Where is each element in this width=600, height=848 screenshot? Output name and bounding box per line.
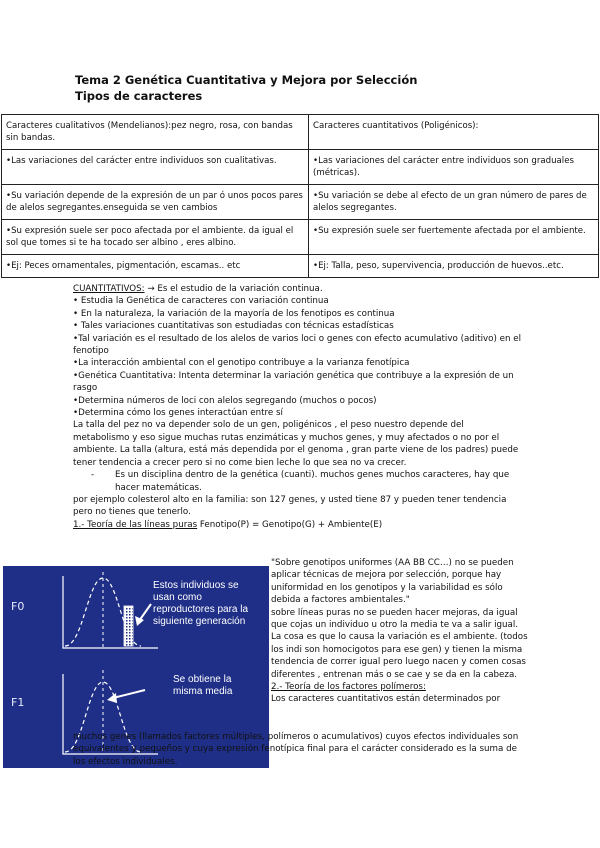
mean-arrow-head-icon (107, 693, 117, 703)
f0-axes (63, 576, 158, 648)
table-row (2, 185, 599, 220)
table-row (2, 220, 599, 255)
figure-bottom-line: misma media (173, 686, 233, 697)
selected-individuals-bar (124, 606, 133, 646)
bullet-item: • En la naturaleza, la variación de la mayoría de los fenotipos es continua (73, 308, 395, 319)
bullet-item: •Determina cómo los genes interactúan entre sí (73, 408, 283, 419)
document-title (75, 72, 417, 104)
dash-text: Es un disciplina dentro de la genética (cuanti). muchos genes muchos caracteres, hay que hacer matemáticas. (115, 470, 510, 493)
cuantitativos-line (73, 283, 523, 295)
table-row (2, 150, 599, 185)
table-cell: •Su variación se debe al efecto de un gran número de pares de alelos segregantes. (309, 185, 599, 220)
table-cell: •Ej: Talla, peso, supervivencia, producción de huevos..etc. (309, 255, 599, 278)
mean-arrow-icon (113, 690, 145, 698)
table-row (2, 115, 599, 150)
section-1-line (73, 519, 523, 531)
explanation-paragraph: sobre líneas puras no se pueden hacer mejoras, da igual que cojas un individuo u otro la media te va a salir igual. La cosa es que lo causa la variación es el ambiente. (todos los indi son homocigotos para ese gen) y tienen la misma tendencia de correr igual pero luego nacen y comen cosas diferentes , entrenan más o se cae y se da en la cabeza. (271, 607, 528, 680)
closing-paragraph-block (73, 731, 523, 768)
arrow-icon (139, 604, 151, 621)
section-2-start: Los caracteres cuantitativos están determinados por (271, 694, 501, 705)
figure-top-line: usan como (153, 592, 202, 603)
table-cell: •Las variaciones del carácter entre individuos son graduales (métricas). (309, 150, 599, 185)
figure-top-line: reproductores para la (153, 604, 249, 615)
section-2-title: 2.- Teoría de los factores polímeros: (271, 682, 426, 693)
section-1-formula: Fenotipo(P) = Genotipo(G) + Ambiente(E) (197, 519, 383, 530)
figure-top-line: siguiente generación (153, 616, 246, 627)
subtitle-heading: Tipos de caracteres (75, 89, 203, 103)
figure-top-text (153, 580, 251, 627)
closing-paragraph: muchos genes (llamados factores múltiples, polímeros o acumulativos) cuyos efectos individuales son equivalentes y pequeños y cuya expresión fenotípica final para el carácter considerado es la suma de los efectos individuales. (73, 732, 519, 767)
bullet-item: •La interacción ambiental con el genotipo contribuye a la varianza fenotípica (73, 358, 410, 369)
table-cell: •Las variaciones del carácter entre individuos son cualitativas. (2, 150, 309, 185)
table-cell: Caracteres cualitativos (Mendelianos):pez negro, rosa, con bandas sin bandas. (2, 115, 309, 150)
table-row (2, 255, 599, 278)
comparison-table (1, 114, 599, 278)
cuantitativos-definition: → Es el estudio de la variación continua. (144, 284, 323, 294)
dash-marker: - (91, 470, 95, 481)
table-cell: •Ej: Peces ornamentales, pigmentación, escamas.. etc (2, 255, 309, 278)
talla-paragraph: La talla del pez no va depender solo de un gen, poligénicos , el peso nuestro depende del metabolismo y eso sigue muchas rutas enzimáticas y muchos genes, y muy afectados o no por el ambiente. La talla (altura, está más dependida por el genoma , gran parte viene de los padres) puede tener tendencia a crecer pero si no come bien leche lo que sea no va crecer. (73, 420, 519, 468)
title-heading: Tema 2 Genética Cuantitativa y Mejora por Selección (75, 73, 418, 87)
main-body (73, 283, 523, 531)
table-cell: •Su expresión suele ser poco afectada por el ambiente. da igual el sol que tomes si te ha tocado ser albino , eres albino. (2, 220, 309, 255)
table-cell: Caracteres cuantitativos (Poligénicos): (309, 115, 599, 150)
figure-bottom-text (173, 674, 234, 697)
bullet-item: • Estudia la Genética de caracteres con variación continua (73, 296, 329, 307)
quote-paragraph: "Sobre genotipos uniformes (AA BB CC…) no se pueden aplicar técnicas de mejora por selección, porque hay uniformidad en los genotipos y la variabilidad es sólo debida a factores ambientales." (271, 558, 514, 606)
right-column-text (271, 557, 529, 706)
figure-top-line: Estos individuos se (153, 580, 239, 591)
section-1-title: 1.- Teoría de las líneas puras (73, 519, 198, 530)
f1-label: F1 (11, 696, 25, 709)
bullet-item: •Tal variación es el resultado de los alelos de varios loci o genes con efecto acumulativo (aditivo) en el fenotipo (73, 333, 522, 357)
table-cell: •Su variación depende de la expresión de un par ó unos pocos pares de alelos segregantes.enseguida se ven cambios (2, 185, 309, 220)
bullet-item: •Genética Cuantitativa: Intenta determinar la variación genética que contribuye a la expresión de un rasgo (73, 370, 514, 394)
figure-bottom-line: Se obtiene la (173, 674, 232, 685)
bullet-item: • Tales variaciones cuantitativas son estudiadas con técnicas estadísticas (73, 321, 394, 332)
dash-item (73, 469, 523, 494)
bullet-item: •Determina números de loci con alelos segregando (muchos o pocos) (73, 395, 377, 406)
cuantitativos-label: CUANTITATIVOS: (73, 284, 145, 294)
f0-label: F0 (11, 600, 25, 613)
colesterol-paragraph: por ejemplo colesterol alto en la familia: son 127 genes, y usted tiene 87 y pueden tener tendencia pero no tienes que tenerlo. (73, 494, 507, 518)
table-cell: •Su expresión suele ser fuertemente afectada por el ambiente. (309, 220, 599, 255)
